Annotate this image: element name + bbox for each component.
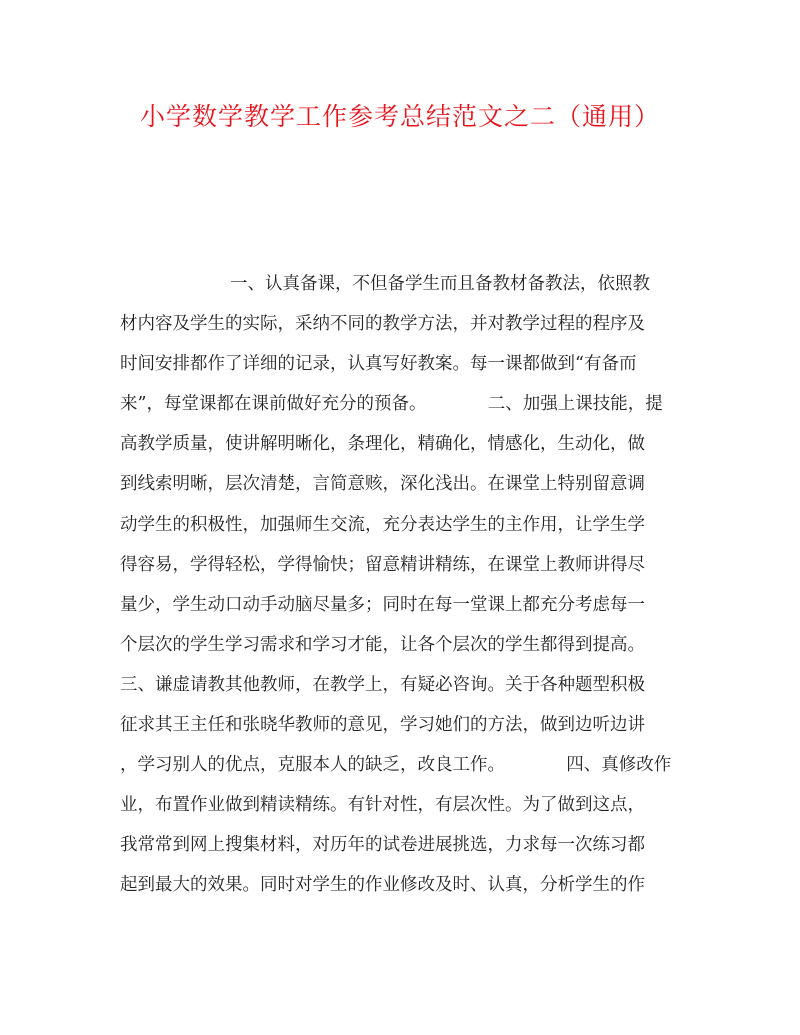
body-line: 动学生的积极性，加强师生交流，充分表达学生的主作用，让学生学	[120, 514, 645, 535]
body-line: 时间安排都作了详细的记录，认真写好教案。每一课都做到“有备而	[120, 354, 637, 375]
body-line: 个层次的学生学习需求和学习才能，让各个层次的学生都得到提高。	[120, 634, 645, 655]
body-line: 三、谦虚请教其他教师，在教学上，有疑必咨询。关于各种题型积极	[120, 674, 645, 695]
document-title: 小学数学教学工作参考总结范文之二（通用）	[139, 102, 660, 131]
body-line: 材内容及学生的实际，采纳不同的教学方法，并对教学过程的程序及	[120, 314, 645, 335]
body-line: 到线索明晰，层次清楚，言简意赅，深化浅出。在课堂上特别留意调	[120, 474, 645, 495]
body-line: ，学习别人的优点，克服本人的缺乏，改良工作。 四、真修改作	[120, 755, 672, 776]
body-line: 我常常到网上搜集材料，对历年的试卷进展挑选，力求每一次练习都	[120, 835, 645, 856]
body-line: 业，布置作业做到精读精练。有针对性，有层次性。为了做到这点，	[120, 795, 645, 816]
body-line: 得容易，学得轻松，学得愉快；留意精讲精练，在课堂上教师讲得尽	[120, 554, 645, 575]
body-line: 征求其王主任和张晓华教师的意见，学习她们的方法，做到边听边讲	[120, 715, 645, 736]
body-line: 量少，学生动口动手动脑尽量多；同时在每一堂课上都充分考虑每一	[120, 594, 645, 615]
body-line: 来”，每堂课都在课前做好充分的预备。 二、加强上课技能，提	[120, 394, 663, 415]
body-line: 起到最大的效果。同时对学生的作业修改及时、认真，分析学生的作	[120, 875, 645, 896]
body-line: 高教学质量，使讲解明晰化，条理化，精确化，情感化，生动化，做	[120, 434, 645, 455]
document-body	[120, 264, 680, 906]
body-line: 一、认真备课，不但备学生而且备教材备教法，依照教	[230, 274, 650, 294]
